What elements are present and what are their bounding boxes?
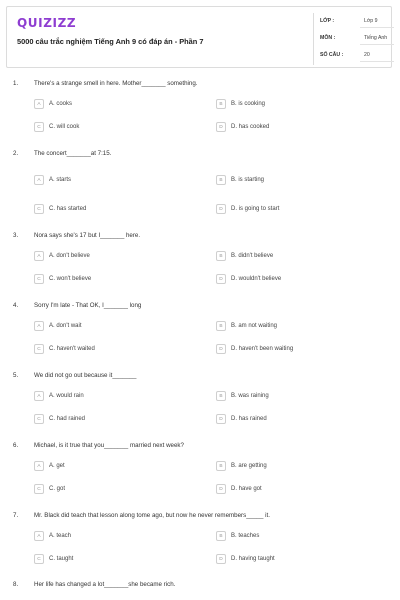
option-letter-box: A <box>34 391 44 401</box>
option-letter-box: B <box>216 99 226 109</box>
option-letter-box: D <box>216 554 226 564</box>
option-letter-box: B <box>216 461 226 471</box>
meta-row-count <box>320 49 394 63</box>
option-text: B. was raining <box>231 393 269 399</box>
option-text: D. have got <box>231 486 262 492</box>
option-letter-box: C <box>34 484 44 494</box>
question-number: 2. <box>13 150 19 157</box>
option-text: B. is cooking <box>231 101 266 107</box>
option-text: A. teach <box>49 533 72 539</box>
option-text: D. has cooked <box>231 124 270 130</box>
option-text: D. has rained <box>231 416 267 422</box>
option-letter-box: A <box>34 461 44 471</box>
option-letter-box: A <box>34 99 44 109</box>
meta-key: SỐ CÂU : <box>320 52 344 58</box>
option-text: C. will cook <box>49 124 80 130</box>
option-text: A. would rain <box>49 393 84 399</box>
option-text: B. is starting <box>231 177 265 183</box>
option-letter-box: C <box>34 344 44 354</box>
meta-key: LỚP : <box>320 18 335 24</box>
option-text: D. having taught <box>231 556 275 562</box>
option-letter-box: C <box>34 274 44 284</box>
meta-value: Tiếng Anh <box>364 35 388 41</box>
option-letter-box: C <box>34 554 44 564</box>
question-text: Her life has changed a lot_______she became rich. <box>34 581 176 588</box>
option-letter-box: B <box>216 175 226 185</box>
question-number: 6. <box>13 442 19 449</box>
option-text: C. got <box>49 486 66 492</box>
option-text: B. am not waiting <box>231 323 278 329</box>
option-letter-box: A <box>34 531 44 541</box>
option-text: C. haven't waited <box>49 346 95 352</box>
option-text: C. has started <box>49 206 87 212</box>
question-text: The concert_______at 7:15. <box>34 150 112 157</box>
meta-key: MÔN : <box>320 35 336 41</box>
option-text: C. won't believe <box>49 276 92 282</box>
option-letter-box: A <box>34 321 44 331</box>
option-text: C. taught <box>49 556 74 562</box>
option-letter-box: B <box>216 251 226 261</box>
option-text: D. haven't been waiting <box>231 346 294 352</box>
meta-row-subject <box>320 32 394 46</box>
meta-value: 20 <box>364 52 370 58</box>
question-text: Mr. Black did teach that lesson along tome ago, but now he never remembers_____ it. <box>34 512 270 519</box>
question-number: 5. <box>13 372 19 379</box>
question-text: Sorry I'm late - That OK, I_______ long <box>34 302 142 309</box>
option-text: D. wouldn't believe <box>231 276 282 282</box>
option-letter-box: D <box>216 274 226 284</box>
question-text: Michael, is it true that you_______ married next week? <box>34 442 184 449</box>
quizizz-logo: QUIZIZZ <box>17 16 77 30</box>
option-text: B. teaches <box>231 533 260 539</box>
option-letter-box: C <box>34 414 44 424</box>
option-letter-box: D <box>216 204 226 214</box>
option-letter-box: B <box>216 391 226 401</box>
meta-value: Lớp 9 <box>364 18 378 24</box>
option-letter-box: A <box>34 251 44 261</box>
question-number: 1. <box>13 80 19 87</box>
meta-underline <box>360 61 394 62</box>
option-text: C. had rained <box>49 416 86 422</box>
option-letter-box: C <box>34 204 44 214</box>
option-text: B. didn't believe <box>231 253 274 259</box>
option-text: A. don't believe <box>49 253 90 259</box>
option-letter-box: D <box>216 344 226 354</box>
option-letter-box: A <box>34 175 44 185</box>
question-text: Nora says she's 17 but I_______ here. <box>34 232 141 239</box>
page-title: 5000 câu trắc nghiệm Tiếng Anh 9 có đáp án - Phần 7 <box>17 37 204 46</box>
option-letter-box: C <box>34 122 44 132</box>
option-letter-box: D <box>216 122 226 132</box>
option-text: D. is going to start <box>231 206 280 212</box>
question-number: 8. <box>13 581 19 588</box>
meta-row-grade <box>320 15 394 29</box>
option-text: A. don't wait <box>49 323 82 329</box>
option-letter-box: D <box>216 484 226 494</box>
question-text: There's a strange smell in here. Mother_______ something. <box>34 80 198 87</box>
option-letter-box: B <box>216 321 226 331</box>
option-letter-box: B <box>216 531 226 541</box>
question-number: 7. <box>13 512 19 519</box>
option-text: A. cooks <box>49 101 73 107</box>
meta-panel <box>313 13 393 65</box>
option-text: A. starts <box>49 177 72 183</box>
question-number: 4. <box>13 302 19 309</box>
meta-underline <box>360 44 394 45</box>
meta-underline <box>360 27 394 28</box>
option-text: B. are getting <box>231 463 267 469</box>
worksheet-header <box>6 6 392 68</box>
question-number: 3. <box>13 232 19 239</box>
question-text: We did not go out because it_______ <box>34 372 137 379</box>
option-text: A. get <box>49 463 65 469</box>
option-letter-box: D <box>216 414 226 424</box>
